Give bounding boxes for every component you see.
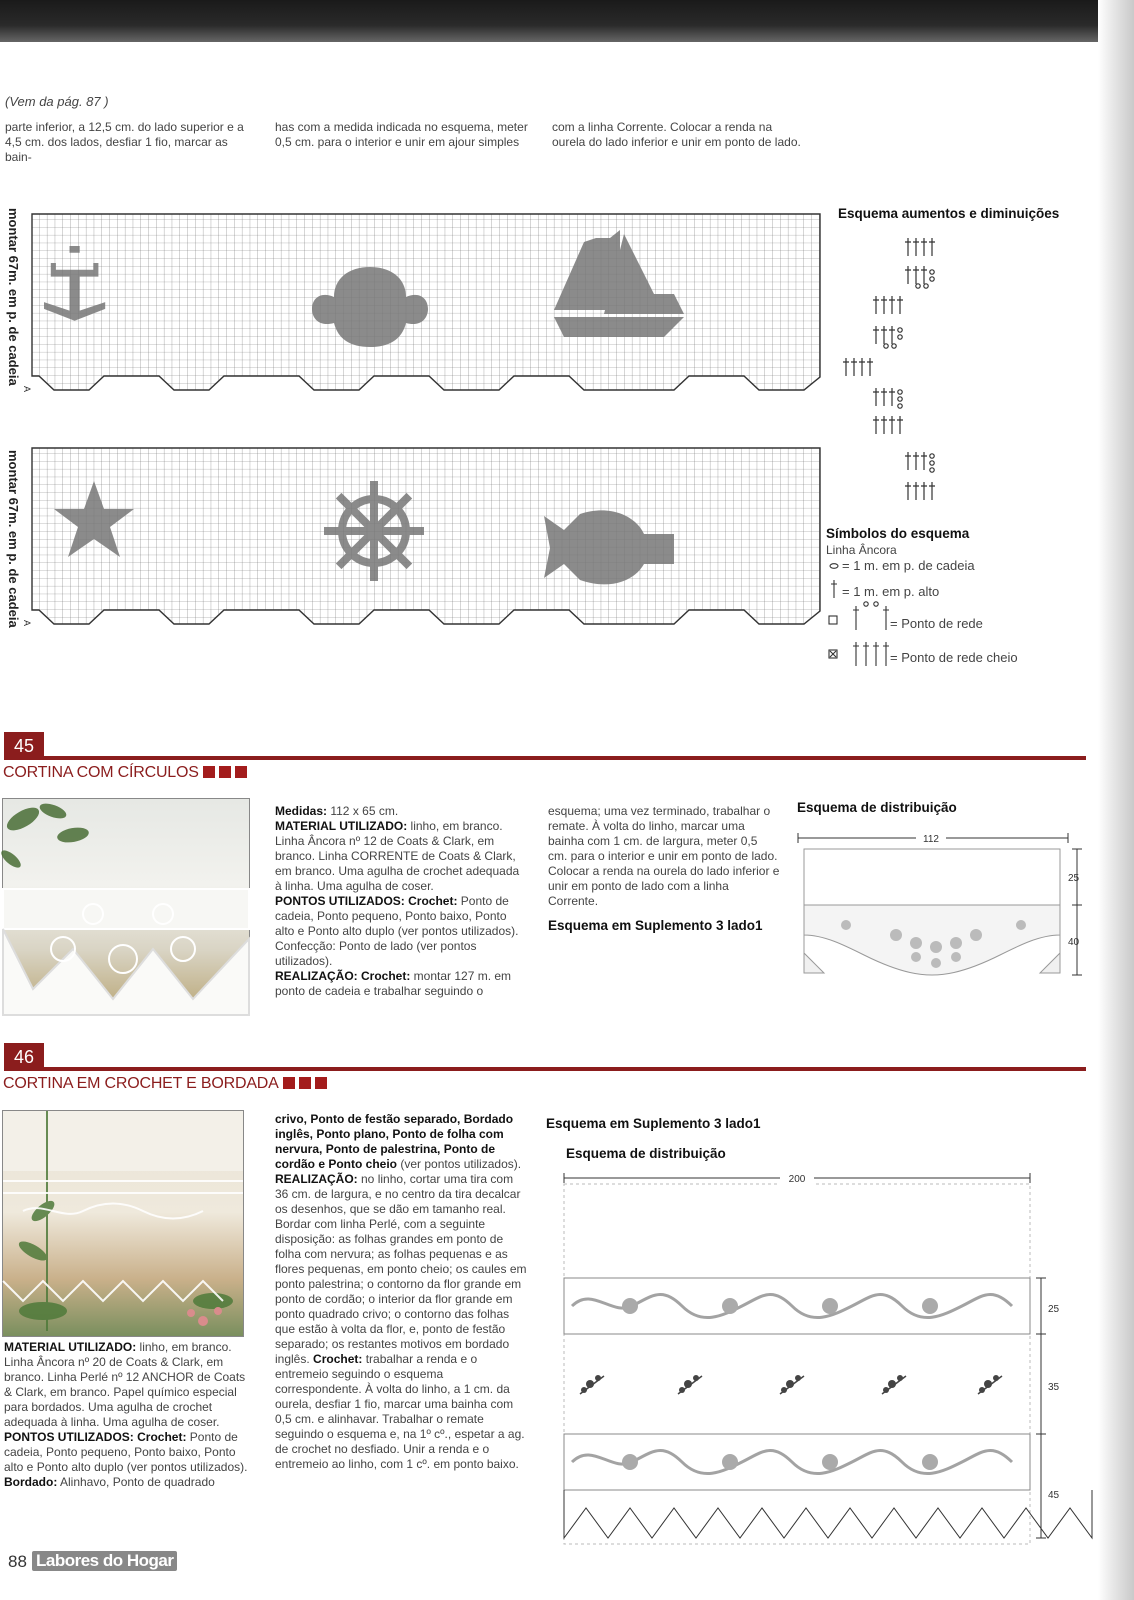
continued-note: (Vem da pág. 87 ) [5, 94, 109, 109]
magazine-logo: Labores do Hogar [32, 1551, 177, 1571]
chart2-arrow: A [22, 620, 32, 627]
chart1-side-label: montar 67m. em p. de cadeia [6, 208, 21, 386]
symbol-chain-label: = 1 m. em p. de cadeia [842, 558, 975, 573]
sec45-dim-bottom: 40 [1068, 937, 1080, 948]
sec46-col1: MATERIAL UTILIZADO: linho, em branco. Linha Âncora nº 20 de Coats & Clark, em branco. Linha Perlé nº 12 ANCHOR de Coats & Clark, em branco. Papel químico especial para bordados. Uma agulha de crochet adequada à linha. Uma agulha de coser. PONTOS UTILIZADOS: Crochet: Ponto de cadeia, Ponto pequeno, Ponto baixo, Ponto alto e Ponto alto duplo (ver pontos utilizados). Bordado: Alinhavo, Ponto de quadrado [4, 1340, 248, 1489]
chart1-arrow: A [22, 386, 32, 393]
section-46-rule [44, 1067, 1086, 1071]
section-45-header [0, 732, 1086, 781]
sec45-col1: Medidas: 112 x 65 cm. MATERIAL UTILIZADO: linho, em branco. Linha Âncora nº 12 de Coats & Clark, em branco. Linha CORRENTE de Coats & Clark, em branco. Uma agulha de crochet adequada à linha. Uma agulha de coser. PONTOS UTILIZADOS: Crochet: Ponto de cadeia, Ponto pequeno, Ponto baixo, Ponto alto e Ponto alto duplo (ver pontos utilizados). Confecção: Ponto de lado (ver pontos utilizados). REALIZAÇÃO: Crochet: montar 127 m. em ponto de cadeia e trabalhar seguindo o [275, 804, 520, 998]
section-45-title: CORTINA COM CÍRCULOS [3, 764, 199, 781]
small-flower-motif-2 [678, 1375, 702, 1394]
shaping-title: Esquema aumentos e diminuições [838, 206, 1060, 221]
sec46-dim-c: 45 [1048, 1490, 1060, 1501]
page-binding-edge [1098, 0, 1134, 1600]
sec45-dim-top: 25 [1068, 873, 1080, 884]
open-mesh-icon [829, 616, 837, 624]
symbol-treble-label: = 1 m. em p. alto [842, 584, 940, 599]
page-number: 88 [8, 1552, 27, 1571]
section-46-number: 46 [4, 1043, 44, 1071]
curtain-embroidered-photo [2, 1110, 244, 1337]
small-flower-motif-4 [882, 1375, 906, 1394]
filet-chart-1 [24, 212, 824, 402]
filet-chart-2 [24, 446, 824, 636]
shaping-diagram [840, 230, 960, 520]
chart2-side-label: montar 67m. em p. de cadeia [6, 450, 21, 628]
symbol-filled-mesh-label: = Ponto de rede cheio [890, 650, 1018, 665]
small-flower-motif-5 [978, 1375, 1002, 1394]
sec45-col2: esquema; uma vez terminado, trabalhar o remate. À volta do linho, marcar uma bainha com 1 cm. de largura, meter 0,5 cm. para o interior e unir em ponto de lado. Colocar a renda na ourela do lado inferior e unir em ponto de lado com a linha Corrente. [548, 804, 780, 908]
sec46-dim-width: 200 [788, 1174, 806, 1185]
sec45-dim-width: 112 [923, 834, 939, 845]
chart2-grid [32, 448, 820, 624]
curtain-circles-illustration [3, 799, 249, 1015]
section-46-header [0, 1043, 1086, 1092]
symbols-subtitle: Linha Âncora [826, 543, 897, 557]
sec46-dim-b: 35 [1048, 1382, 1060, 1393]
section-45-rule [44, 756, 1086, 760]
sec46-col2: crivo, Ponto de festão separado, Bordado inglês, Ponto plano, Ponto de folha com nervura, Ponto de palestrina, Ponto de cordão e Ponto cheio (ver pontos utilizados). REALIZAÇÃO: no linho, cortar uma tira com 36 cm. de largura, e no centro da tira decalcar os desenhos, que se dão em tamanho real. Bordar com linha Perlé, com a seguinte disposição: as folhas grandes em ponto de folha com nervura; as folhas pequenas e as flores pequenas, em ponto cheio; os caules em ponto palestrina; o contorno da flor grande em ponto de cordão; o interior da flor grande em ponto quadrado crivo; o contorno das folhas que estão à volta da flor, e, ponto de festão separado; os restantes motivos em bordado inglês. Crochet: trabalhar a renda e o entremeio seguindo o esquema correspondente. À volta do linho, a 1 cm. da ourela, desfiar 1 fio, marcar uma bainha com 0,5 cm. e alinhavar. Trabalhar o remate seguindo o esquema e, na 1º cº., espetar a ag. de crochet no desfiado. Unir a renda e o entremeio ao linho, com 1 cº. em ponto baixo. [275, 1112, 527, 1471]
intro-col2: has com a medida indicada no esquema, meter 0,5 cm. para o interior e unir em ajour simples [275, 120, 528, 149]
symbols-title: Símbolos do esquema [826, 526, 970, 541]
chain-stitch-icon [830, 564, 838, 569]
intro-col3: com a linha Corrente. Colocar a renda na ourela do lado inferior e unir em ponto de lado. [552, 120, 801, 149]
sec45-diagram-title: Esquema de distribuição [797, 800, 957, 815]
section-46-title: CORTINA EM CROCHET E BORDADA [3, 1075, 279, 1092]
intro-col1: parte inferior, a 12,5 cm. do lado superior e a 4,5 cm. dos lados, desfiar 1 fio, marcar as bain- [5, 120, 244, 164]
curtain-circles-photo [2, 798, 250, 1016]
treble-stitch-icon [831, 580, 837, 598]
page-binding-top [0, 0, 1134, 42]
small-flower-motif-3 [780, 1375, 804, 1394]
curtain-embroidered-illustration [3, 1111, 243, 1336]
sec46-dim-a: 25 [1048, 1304, 1060, 1315]
sec46-diagram-title: Esquema de distribuição [566, 1146, 726, 1161]
sec46-supplement: Esquema em Suplemento 3 lado1 [546, 1116, 761, 1131]
small-flower-motif-1 [580, 1375, 604, 1394]
section-45-number: 45 [4, 732, 44, 760]
sec46-distribution-diagram [560, 1168, 1080, 1560]
sec45-distribution-diagram [796, 825, 1082, 985]
symbol-mesh-label: = Ponto de rede [890, 616, 983, 631]
sec45-supplement: Esquema em Suplemento 3 lado1 [548, 918, 763, 933]
